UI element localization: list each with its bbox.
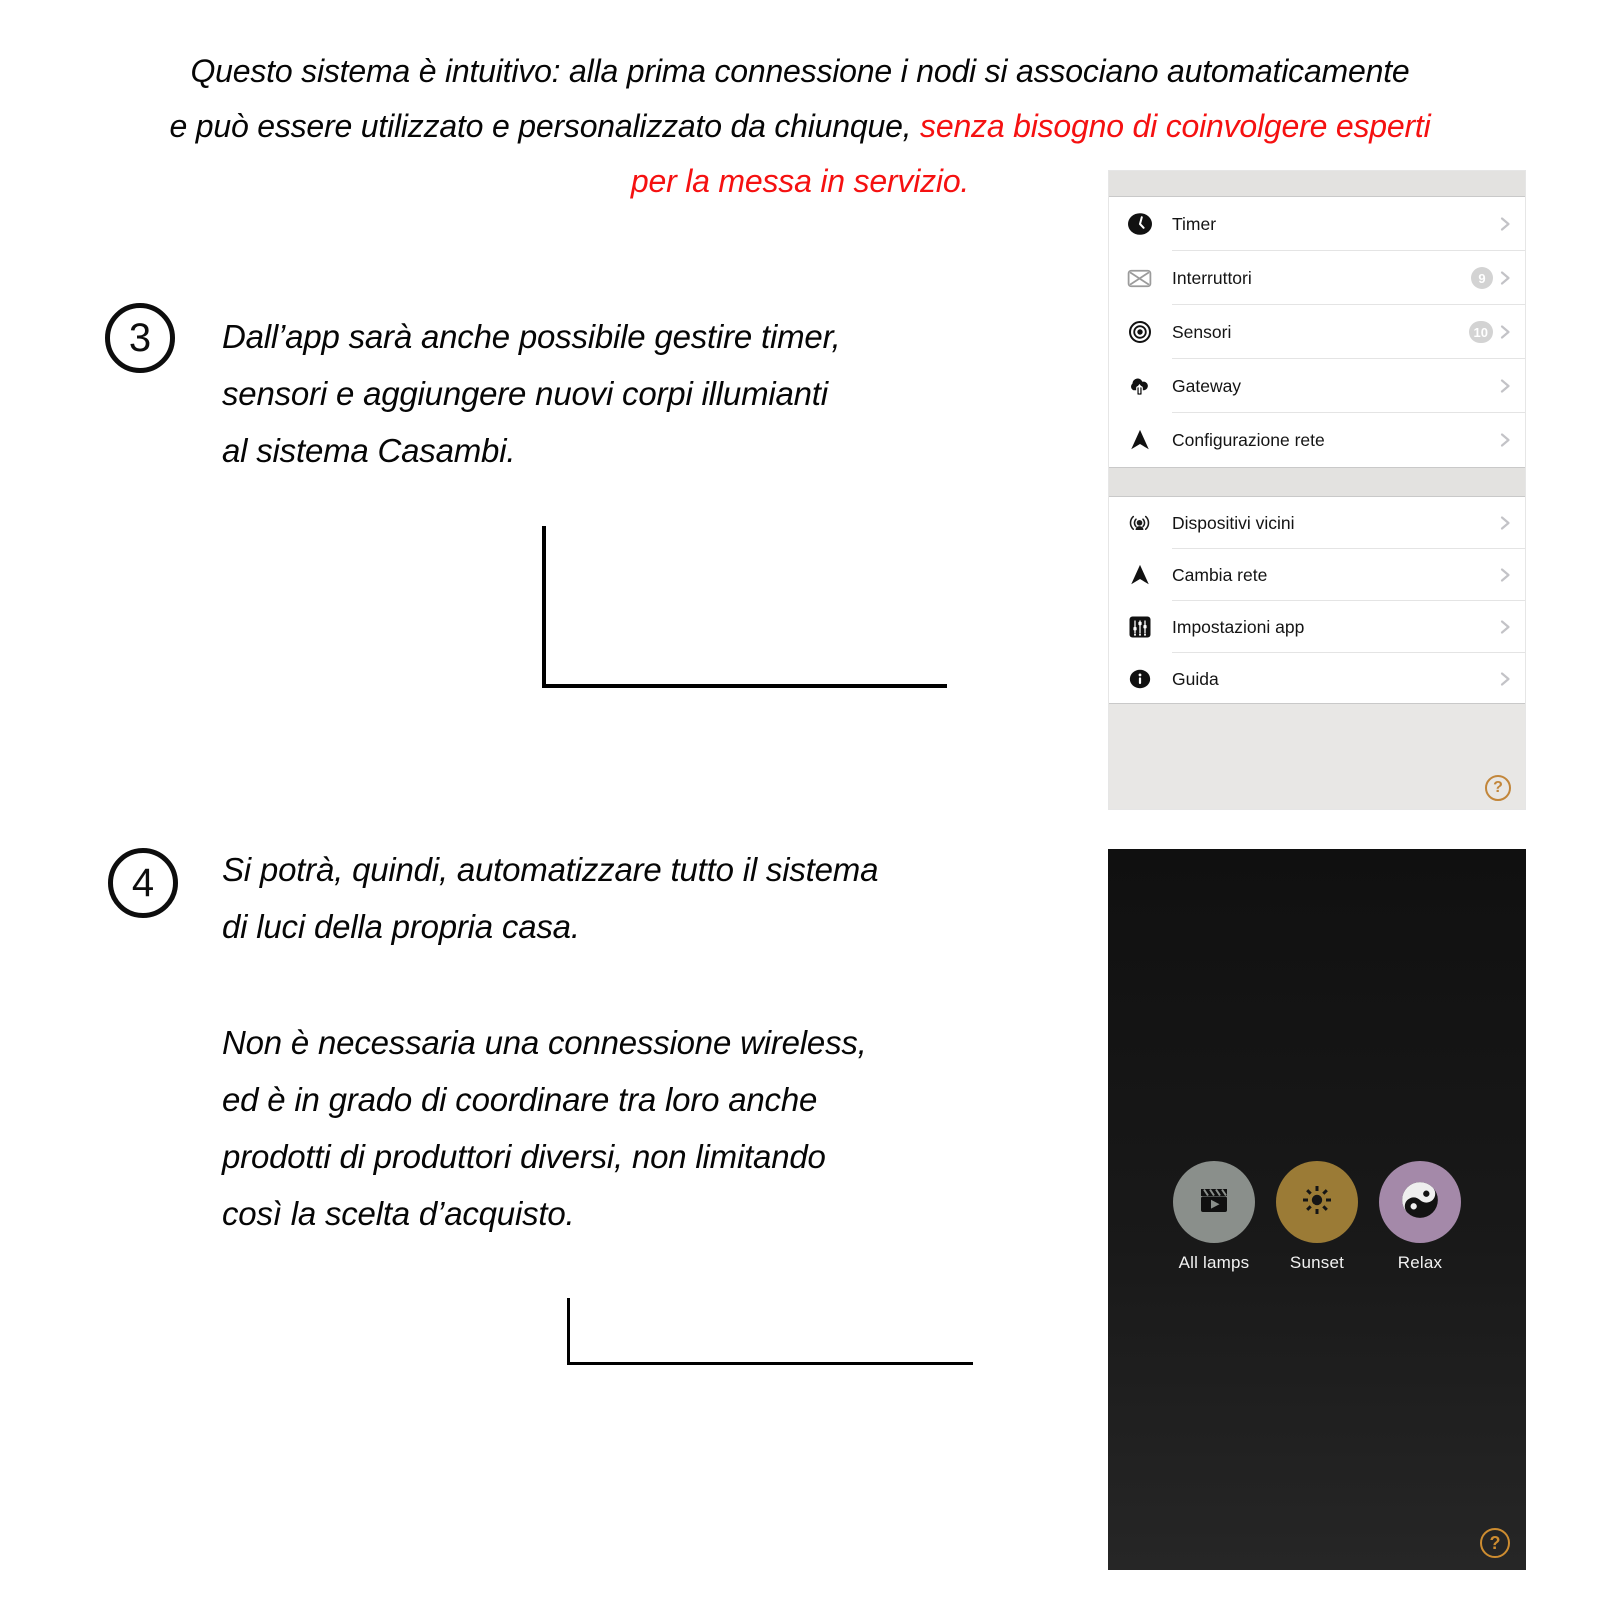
chevron-right-icon [1495,617,1515,637]
row-label: Guida [1172,668,1219,689]
clapperboard-icon [1193,1179,1235,1226]
chevron-right-icon [1495,214,1515,234]
step-3-text [222,308,1082,479]
intro-line-3: per la messa in servizio. [630,163,970,199]
step-number-4-label: 4 [131,860,155,905]
step-3-line-2: sensori e aggiungere nuovi corpi illumianti [222,375,828,412]
yin-yang-icon [1399,1179,1441,1226]
network-arrow-icon [1126,427,1153,454]
settings-screenshot [1108,170,1526,810]
scenes-screenshot [1108,849,1526,1570]
intro-line-2 [0,99,1600,154]
switch-envelope-icon [1126,265,1153,292]
row-gateway[interactable] [1109,359,1525,413]
chevron-right-icon [1495,565,1515,585]
chevron-right-icon [1495,513,1515,533]
scene-label: Relax [1397,1253,1443,1272]
row-impostazioni-app[interactable] [1109,601,1525,653]
sensor-rings-icon [1126,319,1153,346]
scene-label: All lamps [1178,1253,1250,1272]
step-3-line-3: al sistema Casambi. [222,432,516,469]
help-question-icon[interactable]: ? [1480,1528,1510,1558]
row-timer[interactable] [1109,197,1525,251]
scene-relax-button[interactable] [1379,1161,1461,1273]
row-interruttori[interactable] [1109,251,1525,305]
step-number-4 [108,848,178,918]
clock-icon [1126,211,1153,238]
app-settings-sliders-icon [1126,614,1153,641]
step-4-connector-line [567,1298,973,1365]
nearby-broadcast-icon [1126,510,1153,537]
row-label: Sensori [1172,321,1232,342]
step-number-3 [105,303,175,373]
sun-icon [1295,1178,1339,1227]
row-configurazione-rete[interactable] [1109,413,1525,467]
step-4-p2-line-1: Non è necessaria una connessione wireless, [222,1024,867,1061]
step-4-p2-line-3: prodotti di produttori diversi, non limitando [222,1138,826,1175]
info-icon [1126,666,1153,693]
scene-sunset-circle[interactable] [1276,1161,1358,1243]
chevron-right-icon [1495,430,1515,450]
row-label: Dispositivi vicini [1172,512,1295,533]
chevron-right-icon [1495,376,1515,396]
settings-top-band [1109,171,1525,197]
settings-section-2 [1109,497,1525,705]
row-label: Impostazioni app [1172,616,1305,637]
scene-all-lamps-button[interactable] [1173,1161,1255,1273]
intro-line-1: Questo sistema è intuitivo: alla prima connessione i nodi si associano automaticamente [190,53,1410,89]
settings-section-1 [1109,197,1525,467]
step-4-p2-line-2: ed è in grado di coordinare tra loro anche [222,1081,818,1118]
row-cambia-rete[interactable] [1109,549,1525,601]
row-label: Timer [1172,213,1217,234]
count-badge: 10 [1469,321,1493,343]
step-4-paragraph-2 [222,1014,1102,1242]
row-guida[interactable] [1109,653,1525,705]
yin-yang-icon-wrap[interactable] [1379,1161,1461,1243]
step-3-connector-line [542,526,947,688]
chevron-right-icon [1495,322,1515,342]
step-3-line-1: Dall’app sarà anche possibile gestire timer, [222,318,841,355]
cloud-gateway-icon [1126,373,1153,400]
network-arrow-icon [1126,562,1153,589]
step-4-p2-line-4: così la scelta d’acquisto. [222,1195,575,1232]
settings-footer-band [1109,703,1525,809]
step-4-p1-line-1: Si potrà, quindi, automatizzare tutto il sistema [222,851,879,888]
row-label: Interruttori [1172,267,1252,288]
chevron-right-icon [1495,669,1515,689]
scene-label: Sunset [1289,1253,1345,1272]
chevron-right-icon [1495,268,1515,288]
row-sensori[interactable] [1109,305,1525,359]
help-question-icon[interactable]: ? [1485,775,1511,801]
row-dispositivi-vicini[interactable] [1109,497,1525,549]
step-4-p1-line-2: di luci della propria casa. [222,908,580,945]
row-label: Gateway [1172,375,1242,396]
count-badge: 9 [1471,267,1493,289]
settings-middle-band [1109,467,1525,497]
scene-all-lamps-circle[interactable] [1173,1161,1255,1243]
scene-sunset-button[interactable] [1276,1161,1358,1273]
intro-line-2-red: senza bisogno di coinvolgere esperti [920,108,1431,144]
row-label: Cambia rete [1172,564,1268,585]
intro-line-2-black: e può essere utilizzato e personalizzato da chiunque, [169,108,921,144]
row-label: Configurazione rete [1172,429,1325,450]
step-number-3-label: 3 [128,315,152,360]
scene-button-row [1108,1161,1526,1273]
step-4-paragraph-1 [222,841,1102,955]
